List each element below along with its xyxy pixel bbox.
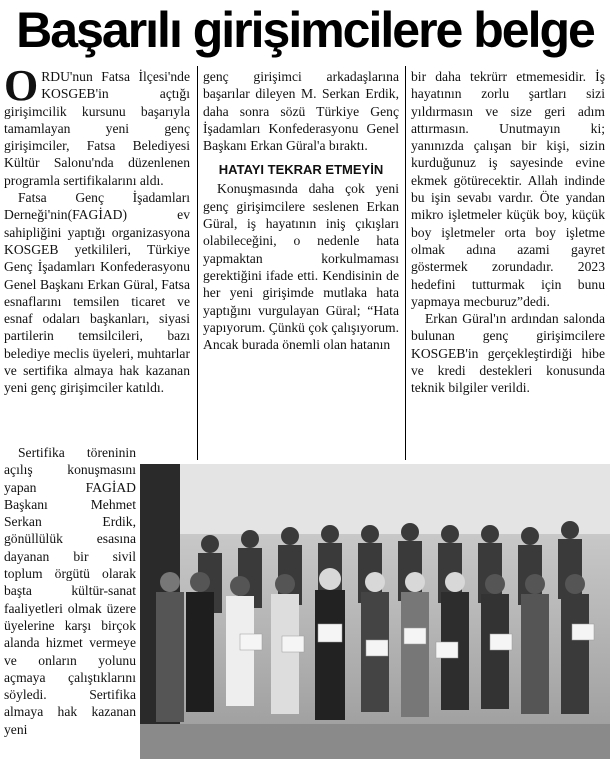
group-photo-icon <box>140 464 610 759</box>
group-photo <box>140 464 610 759</box>
column-rule-1 <box>197 66 198 460</box>
headline: Başarılı girişimcilere belge <box>16 2 594 58</box>
paragraph-opening-speech: Sertifika töreninin açılış konuşmasını yapan FAGİAD Başkanı Mehmet Serkan Erdik, gönüllülük esasına dayanan bir sivil toplum örgütü olarak başta kültür-sanat faaliyetleri olmak üzere üyelerine karşı birçok alanda hizmet vermeye ve onların yolunu açmaya çalıştıklarını söyledi. Sertifika almaya hak kazanan yeni <box>4 445 136 737</box>
paragraph-continuation: genç girişimci arkadaşlarına başarılar dileyen M. Serkan Erdik, daha sonra sözü Türkiye Genç İşadamları Konfederasyonu Genel Başkanı Erkan Güral'a bıraktı. <box>203 69 399 154</box>
paragraph-participants: Fatsa Genç İşadamları Derneği'nin(FAGİAD) ev sahipliğini yaptığı organizasyona KOSGEB yetkilileri, Türkiye Genç İşadamları Konfederasyonu Genel Başkanı Erkan Güral, Fatsa esnaflarını temsilen ticaret ve esnaf odaları başkanları, siyasi partilerin temsilcileri, bazı belediye meclis üyeleri, muhtarlar ve sertifika almaya hak kazanan yeni genç girişimciler katıldı. <box>4 190 190 396</box>
drop-cap: O <box>4 61 39 110</box>
article-column-1-narrow <box>4 444 136 759</box>
paragraph-intro-text: RDU'nun Fatsa İlçesi'nde KOSGEB'in açtığı girişimcilik kursunu başarıyla tamamlayan yeni genç girişimciler, Fatsa Belediyesi Kültür Salonu'nda düzenlenen programla sertifikalarını aldı. <box>4 69 190 188</box>
article-column-2 <box>203 68 399 353</box>
column-rule-2 <box>405 66 406 460</box>
article-column-3 <box>411 68 605 397</box>
paragraph-intro <box>4 61 190 189</box>
paragraph-mistakes: Konuşmasında daha çok yeni genç girişimcilere seslenen Erkan Güral, iş hayatının iniş çıkışları olabileceğini, o nedenle hata yapmaktan korkulmaması gerektiğini ifade etti. Kendisinin de her yeni girişimde mutlaka hata yaptığını vurgulayan Güral; “Hata yapıyorum. Çünkü çok çalışıyorum. Ancak burada önemli olan hatanın <box>203 181 399 353</box>
paragraph-info-session: Erkan Güral'ın ardından salonda bulunan genç girişimcilere KOSGEB'in gerçekleştirdiği hibe ve kredi destekleri konusunda teknik bilgiler verildi. <box>411 311 605 396</box>
subheading: HATAYI TEKRAR ETMEYİN <box>218 162 384 178</box>
paragraph-quote-end: bir daha tekrürr etmemesidir. İş hayatının zorlu şartları sizi yıldırmasın ve size geri adım attırmasın. Unutmayın ki; yanınızda çalışan bir kişi, sizin kurduğunuz iş sayesinde evine ekmek götürecektir. Allah indinde bu işin sevabı vardır. Öte yandan mikro işletmeler küçük boy, küçük boy işletmeler orta boy işletme olmak adına azami gayret göstermek zorundadır. 2023 hedefini tutturmak için bunu yapmaya mecburuz”dedi. <box>411 69 605 309</box>
article-column-1 <box>4 61 190 397</box>
